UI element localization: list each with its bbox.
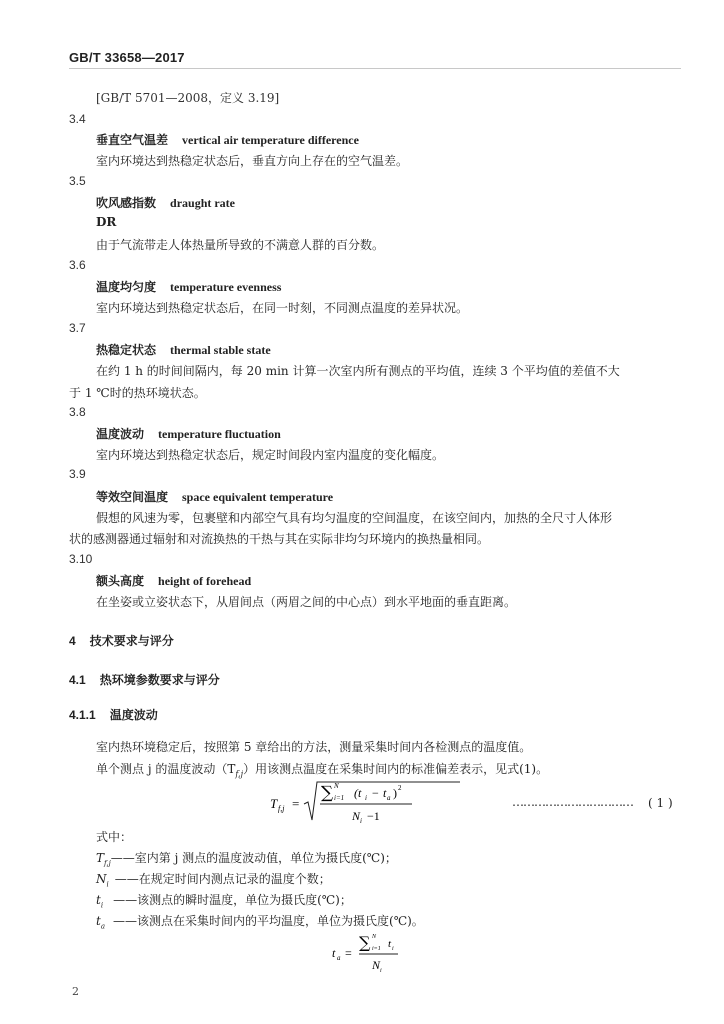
term-number: 3.6 bbox=[69, 258, 86, 272]
svg-text:t: t bbox=[388, 938, 392, 950]
svg-text:i: i bbox=[365, 794, 367, 802]
formula-label: ( 1 ) bbox=[648, 796, 673, 810]
term-title bbox=[96, 488, 333, 505]
term-title bbox=[96, 131, 359, 148]
section-number: 4 bbox=[69, 634, 76, 648]
sum-sign: ∑ bbox=[321, 783, 334, 803]
section-number: 4.1 bbox=[69, 673, 86, 687]
section-title: 温度波动 bbox=[109, 708, 158, 722]
term-title bbox=[96, 425, 281, 442]
subsection-heading bbox=[69, 671, 220, 688]
reference-citation: [GB/T 5701—2008，定义 3.19] bbox=[96, 91, 280, 105]
term-definition-line1: 在约 1 h 的时间间隔内，每 20 min 计算一次室内所有测点的平均值，连续 3 个平均值的差值不大 bbox=[96, 364, 620, 378]
section-number: 4.1.1 bbox=[69, 708, 96, 722]
term-number: 3.10 bbox=[69, 552, 93, 566]
term-number: 3.7 bbox=[69, 321, 86, 335]
term-zh: 垂直空气温差 bbox=[96, 133, 169, 147]
term-definition: 室内环境达到热稳定状态后，在同一时刻，不同测点温度的差异状况。 bbox=[96, 301, 469, 315]
term-number: 3.9 bbox=[69, 467, 86, 481]
term-title bbox=[96, 194, 235, 211]
svg-text:a: a bbox=[337, 954, 341, 962]
formula-lhs: T bbox=[270, 796, 278, 811]
svg-text:i=1: i=1 bbox=[372, 946, 381, 952]
svg-text:i: i bbox=[392, 946, 394, 952]
term-definition: 室内环境达到热稳定状态后，规定时间段内室内温度的变化幅度。 bbox=[96, 448, 445, 462]
denominator: N bbox=[352, 809, 361, 823]
term-title bbox=[96, 278, 281, 295]
term-en: temperature evenness bbox=[170, 280, 282, 294]
formula-2-graphic bbox=[332, 930, 412, 974]
svg-text:t: t bbox=[332, 946, 336, 960]
formula-2 bbox=[332, 930, 412, 974]
body-paragraph: 室内热环境稳定后，按照第 5 章给出的方法，测量采集时间内各检测点的温度值。 bbox=[96, 740, 532, 754]
subsubsection-heading bbox=[69, 706, 158, 723]
term-number: 3.4 bbox=[69, 112, 86, 126]
term-number: 3.8 bbox=[69, 405, 86, 419]
svg-text:2: 2 bbox=[398, 784, 402, 792]
svg-text:=: = bbox=[345, 946, 352, 960]
page-number: 2 bbox=[72, 985, 79, 998]
variable-line: $t_i$ ——该测点的瞬时温度，单位为摄氏度(℃)； bbox=[96, 893, 352, 910]
sum-lower: i=1 bbox=[334, 794, 345, 802]
term-zh: 吹风感指数 bbox=[96, 196, 157, 210]
where-label: 式中： bbox=[96, 830, 133, 844]
term-en: thermal stable state bbox=[170, 343, 271, 357]
term-definition-line2: 于 1 ℃时的热环境状态。 bbox=[69, 386, 206, 400]
sum-sign: ∑ bbox=[359, 933, 371, 952]
svg-text:a: a bbox=[387, 794, 391, 802]
term-definition-line2: 状的感测器通过辐射和对流换热的干热与其在实际非均匀环境内的换热量相同。 bbox=[69, 532, 490, 546]
term-definition: 室内环境达到热稳定状态后，垂直方向上存在的空气温差。 bbox=[96, 154, 409, 168]
section-title: 热环境参数要求与评分 bbox=[99, 673, 220, 687]
header-rule bbox=[69, 68, 681, 69]
svg-text:=: = bbox=[292, 796, 300, 811]
svg-text:t: t bbox=[383, 786, 387, 800]
term-zh: 温度均匀度 bbox=[96, 280, 157, 294]
term-en: space equivalent temperature bbox=[182, 490, 334, 504]
svg-text:): ) bbox=[393, 786, 397, 800]
variable-line: $T_{f,j}——$室内第 j 测点的温度波动值，单位为摄氏度(℃)； bbox=[96, 851, 397, 868]
svg-text:N: N bbox=[372, 958, 381, 972]
formula-leader-dots: …………………………… bbox=[512, 795, 633, 809]
formula-lhs-sub: f,j bbox=[278, 804, 285, 813]
variable-line: $N_i$ ——在规定时间内测点记录的温度个数； bbox=[96, 872, 331, 889]
variable-line: $t_a$ ——该测点在采集时间内的平均温度，单位为摄氏度(℃)。 bbox=[96, 914, 424, 931]
svg-text:−: − bbox=[372, 786, 379, 800]
term-zh: 热稳定状态 bbox=[96, 343, 157, 357]
term-en: vertical air temperature difference bbox=[182, 133, 359, 147]
term-zh: 额头高度 bbox=[96, 574, 145, 588]
svg-text:i: i bbox=[360, 817, 362, 825]
section-heading bbox=[69, 632, 174, 649]
term-definition: 由于气流带走人体热量所导致的不满意人群的百分数。 bbox=[96, 238, 385, 252]
numerator: (t bbox=[354, 786, 362, 800]
term-title bbox=[96, 341, 271, 358]
svg-text:−1: −1 bbox=[367, 809, 380, 823]
term-definition-line1: 假想的风速为零，包裹壁和内部空气具有均匀温度的空间温度，在该空间内，加热的全尺寸人体形 bbox=[96, 511, 613, 525]
sum-upper: N bbox=[334, 782, 339, 790]
body-paragraph-formula-intro: 单个测点 j 的温度波动$(T_{f,j})$用该测点温度在采集时间内的标准偏差表示，见式(1)。 bbox=[96, 762, 549, 779]
term-en: temperature fluctuation bbox=[158, 427, 281, 441]
svg-text:N: N bbox=[372, 934, 377, 940]
svg-text:i: i bbox=[380, 968, 382, 974]
term-zh: 温度波动 bbox=[96, 427, 145, 441]
document-header: GB/T 33658—2017 bbox=[69, 50, 185, 65]
term-abbreviation: DR bbox=[96, 215, 117, 229]
term-en: height of forehead bbox=[158, 574, 252, 588]
term-zh: 等效空间温度 bbox=[96, 490, 169, 504]
term-title bbox=[96, 572, 251, 589]
section-title: 技术要求与评分 bbox=[89, 634, 174, 648]
term-definition: 在坐姿或立姿状态下，从眉间点（两眉之间的中心点）到水平地面的垂直距离。 bbox=[96, 595, 517, 609]
term-en: draught rate bbox=[170, 196, 236, 210]
term-number: 3.5 bbox=[69, 174, 86, 188]
